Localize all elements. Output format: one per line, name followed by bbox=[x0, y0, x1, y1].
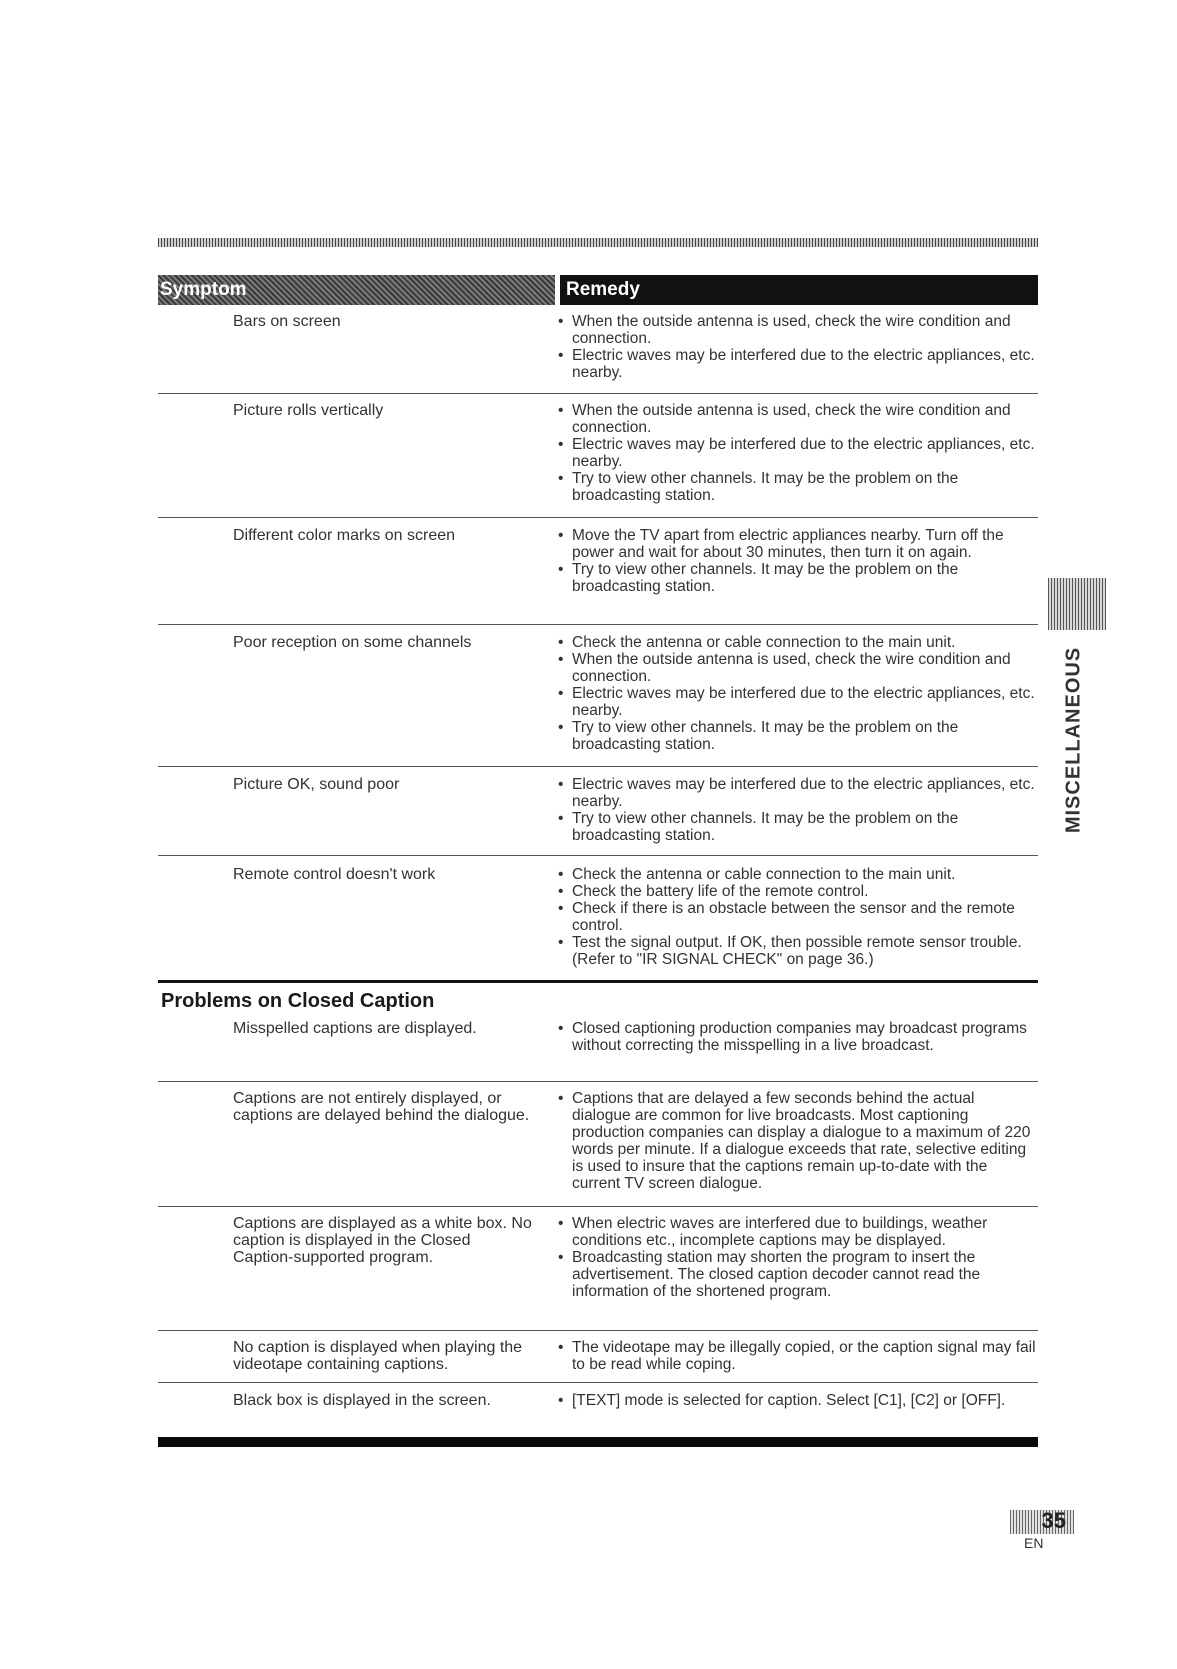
remedy-list bbox=[556, 1392, 1036, 1409]
remedy-item: • Try to view other channels. It may be the problem on the broadcasting station. bbox=[556, 810, 1036, 844]
remedy-list bbox=[556, 313, 1036, 381]
remedy-item: • Try to view other channels. It may be the problem on the broadcasting station. bbox=[556, 719, 1036, 753]
symptom-cell: Captions are not entirely displayed, or captions are delayed behind the dialogue. bbox=[233, 1090, 530, 1124]
remedy-item: • Check the antenna or cable connection to the main unit. bbox=[556, 634, 1036, 651]
symptom-cell: Captions are displayed as a white box. No caption is displayed in the Closed Caption-supported program. bbox=[233, 1215, 532, 1266]
remedy-item: • Electric waves may be interfered due to the electric appliances, etc. nearby. bbox=[556, 347, 1036, 381]
section-divider bbox=[158, 980, 1038, 983]
remedy-list bbox=[556, 776, 1036, 844]
row-divider bbox=[158, 1330, 1038, 1331]
symptom-cell: No caption is displayed when playing the videotape containing captions. bbox=[233, 1339, 523, 1373]
remedy-list bbox=[556, 1020, 1036, 1054]
bottom-rule bbox=[158, 1437, 1038, 1447]
remedy-item: • Closed captioning production companies may broadcast programs without correcting the misspelling in a live broadcast. bbox=[556, 1020, 1036, 1054]
symptom-cell: Picture OK, sound poor bbox=[233, 776, 400, 793]
page-language: EN bbox=[1024, 1535, 1044, 1551]
remedy-item: • Check the battery life of the remote control. bbox=[556, 883, 1036, 900]
page-number: 35 bbox=[1041, 1508, 1066, 1533]
remedy-item: • When the outside antenna is used, check the wire condition and connection. bbox=[556, 313, 1036, 347]
symptom-cell: Poor reception on some channels bbox=[233, 634, 472, 651]
side-tab-marker bbox=[1048, 578, 1106, 630]
remedy-list bbox=[556, 402, 1036, 504]
remedy-item: • Check the antenna or cable connection to the main unit. bbox=[556, 866, 1036, 883]
remedy-item: • The videotape may be illegally copied, or the caption signal may fail to be read while coping. bbox=[556, 1339, 1036, 1373]
remedy-item: • Electric waves may be interfered due to the electric appliances, etc. nearby. bbox=[556, 436, 1036, 470]
remedy-item: • Test the signal output. If OK, then possible remote sensor trouble. (Refer to "IR SIGNAL CHECK" on page 36.) bbox=[556, 934, 1036, 968]
symptom-cell: Bars on screen bbox=[233, 313, 341, 330]
remedy-header: Remedy bbox=[560, 275, 1038, 305]
row-divider bbox=[158, 1382, 1038, 1383]
remedy-item: • Electric waves may be interfered due to the electric appliances, etc. nearby. bbox=[556, 685, 1036, 719]
table-header bbox=[158, 275, 1038, 305]
row-divider bbox=[158, 624, 1038, 625]
remedy-item: • Electric waves may be interfered due to the electric appliances, etc. nearby. bbox=[556, 776, 1036, 810]
row-divider bbox=[158, 393, 1038, 394]
row-divider bbox=[158, 517, 1038, 518]
remedy-item: • When the outside antenna is used, check the wire condition and connection. bbox=[556, 402, 1036, 436]
remedy-list bbox=[556, 1215, 1036, 1300]
remedy-item: • Move the TV apart from electric appliances nearby. Turn off the power and wait for about 30 minutes, then turn it on again. bbox=[556, 527, 1036, 561]
symptom-cell: Misspelled captions are displayed. bbox=[233, 1020, 477, 1037]
top-rule bbox=[158, 238, 1038, 247]
remedy-list bbox=[556, 1339, 1036, 1373]
remedy-list bbox=[556, 866, 1036, 968]
side-tab-text: MISCELLANEOUS bbox=[1062, 646, 1085, 834]
page-number-badge bbox=[1010, 1510, 1074, 1534]
remedy-item: • Try to view other channels. It may be the problem on the broadcasting station. bbox=[556, 470, 1036, 504]
side-tab-label bbox=[1062, 640, 1086, 840]
row-divider bbox=[158, 1206, 1038, 1207]
symptom-cell: Different color marks on screen bbox=[233, 527, 456, 544]
remedy-item: • When electric waves are interfered due to buildings, weather conditions etc., incomplete captions may be displayed. bbox=[556, 1215, 1036, 1249]
remedy-list bbox=[556, 1090, 1036, 1192]
remedy-item: • Check if there is an obstacle between the sensor and the remote control. bbox=[556, 900, 1036, 934]
remedy-item: • Try to view other channels. It may be the problem on the broadcasting station. bbox=[556, 561, 1036, 595]
remedy-list bbox=[556, 634, 1036, 753]
row-divider bbox=[158, 1081, 1038, 1082]
symptom-header: Symptom bbox=[158, 275, 555, 305]
row-divider bbox=[158, 766, 1038, 767]
remedy-list bbox=[556, 527, 1036, 595]
remedy-item: • Captions that are delayed a few seconds behind the actual dialogue are common for live broadcasts. Most captioning production companies can display a dialogue to a maximum of 220 words per minute. If a dialogue exceeds that rate, selective editing is used to insure that the captions remain up-to-date with the current TV screen dialogue. bbox=[556, 1090, 1036, 1192]
symptom-cell: Remote control doesn't work bbox=[233, 866, 436, 883]
section-title: Problems on Closed Caption bbox=[161, 990, 435, 1012]
remedy-item: • [TEXT] mode is selected for caption. Select [C1], [C2] or [OFF]. bbox=[556, 1392, 1036, 1409]
row-divider bbox=[158, 855, 1038, 856]
remedy-item: • Broadcasting station may shorten the program to insert the advertisement. The closed caption decoder cannot read the information of the shortened program. bbox=[556, 1249, 1036, 1300]
remedy-item: • When the outside antenna is used, check the wire condition and connection. bbox=[556, 651, 1036, 685]
symptom-cell: Picture rolls vertically bbox=[233, 402, 384, 419]
symptom-cell: Black box is displayed in the screen. bbox=[233, 1392, 491, 1409]
